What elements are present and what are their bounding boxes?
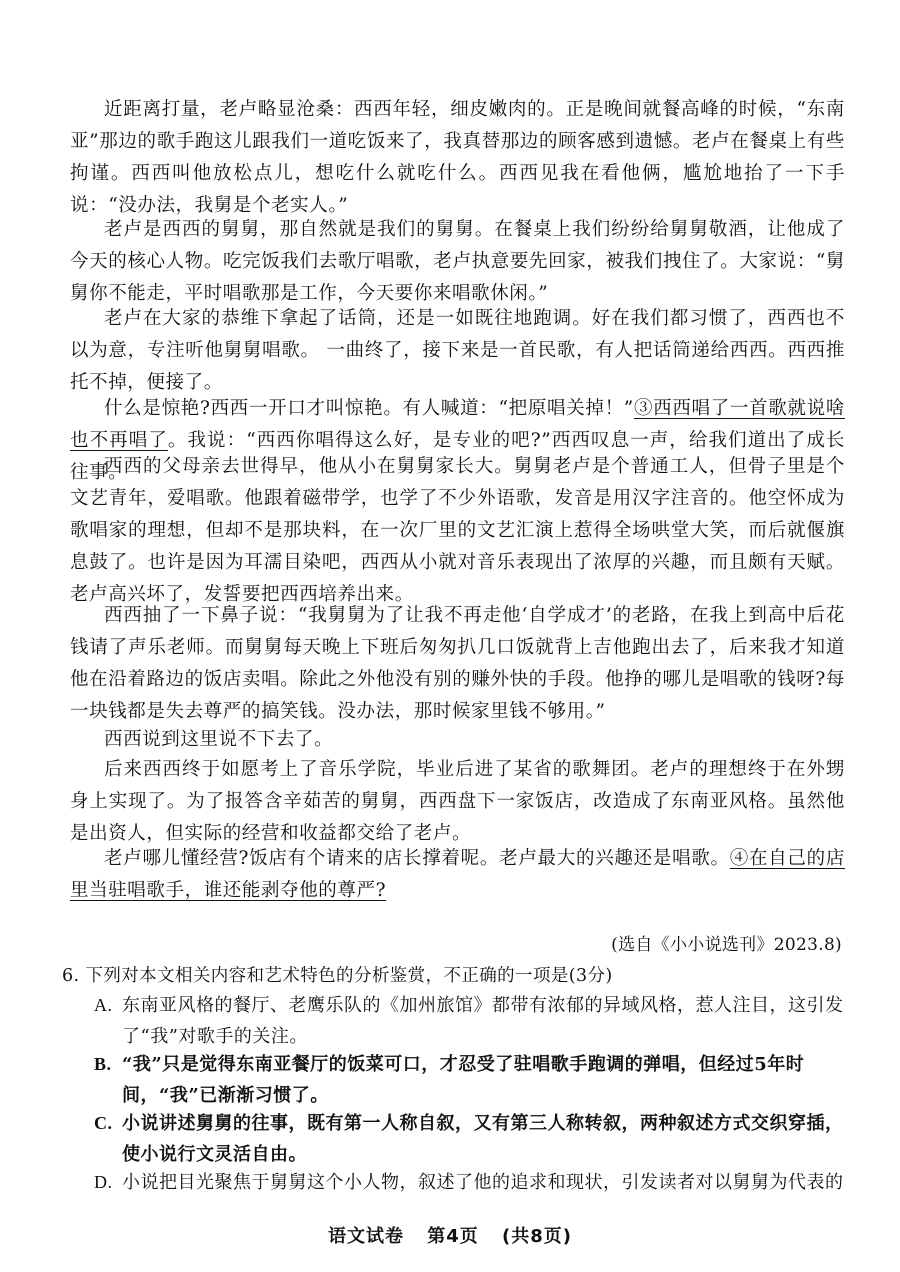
paragraph-9: 老卢哪儿懂经营?饭店有个请来的店长撑着呢。老卢最大的兴趣还是唱歌。④在自己的店里当驻唱歌手，谁还能剥夺他的尊严? <box>70 848 845 901</box>
paragraph-2: 老卢是西西的舅舅，那自然就是我们的舅舅。在餐桌上我们纷纷给舅舅敬酒，让他成了今天的核心人物。吃完饭我们去歌厅唱歌，老卢执意要先回家，被我们拽住了。大家说：“舅舅你不能走，平时唱歌那是工作，今天要你来唱歌休闲。” <box>70 219 845 304</box>
option-b <box>94 1049 844 1111</box>
option-a-letter: A. <box>94 995 113 1015</box>
footer-total-pages: (共8页) <box>502 1226 573 1247</box>
option-c-letter: C. <box>94 1113 113 1133</box>
paragraph-3: 老卢在大家的恭维下拿起了话筒，还是一如既往地跑调。好在我们都习惯了，西西也不以为意，专注听他舅舅唱歌。 一曲终了，接下来是一首民歌，有人把话筒递给西西。西西推托不掉，便接了。 <box>70 308 845 393</box>
footer-subject: 语文试卷 <box>327 1226 404 1247</box>
paragraph-7: 西西说到这里说不下去了。 <box>104 729 334 750</box>
option-d-text: 小说把目光聚焦于舅舅这个小人物，叙述了他的追求和现状，引发读者对以舅舅为代表的 <box>122 1172 844 1193</box>
option-d <box>94 1167 844 1198</box>
paragraph-5: 西西的父母亲去世得早，他从小在舅舅家长大。舅舅老卢是个普通工人，但骨子里是个文艺青年，爱唱歌。他跟着磁带学，也学了不少外语歌，发音是用汉字注音的。他空怀成为歌唱家的理想，但却不是那块料，在一次厂里的文艺汇演上惹得全场哄堂大笑，而后就偃旗息鼓了。也许是因为耳濡目染吧，西西从小就对音乐表现出了浓厚的兴趣，而且颇有天赋。老卢高兴坏了，发誓要把西西培养出来。 <box>70 456 845 605</box>
option-a-text: 东南亚风格的餐厅、老鹰乐队的《加州旅馆》都带有浓郁的异域风格，惹人注目，这引发了“我”对歌手的关注。 <box>122 995 844 1047</box>
underlined-sentence-4: ④在自己的店里当驻唱歌手，谁还能剥夺他的尊严? <box>70 848 845 901</box>
paragraph-1: 近距离打量，老卢略显沧桑：西西年轻，细皮嫩肉的。正是晚间就餐高峰的时候，“东南亚”那边的歌手跑这儿跟我们一道吃饭来了，我真替那边的顾客感到遗憾。老卢在餐桌上有些拘谨。西西叫他放松点儿，想吃什么就吃什么。西西见我在看他俩，尴尬地抬了一下手说：“没办法，我舅是个老实人。” <box>70 99 845 216</box>
page-footer <box>0 1222 900 1248</box>
option-c <box>94 1108 844 1170</box>
question-6-stem: 6. 下列对本文相关内容和艺术特色的分析鉴赏，不正确的一项是(3分) <box>62 966 613 986</box>
paragraph-6: 西西抽了一下鼻子说：“我舅舅为了让我不再走他‘自学成才’的老路，在我上到高中后花钱请了声乐老师。而舅舅每天晚上下班后匆匆扒几口饭就背上吉他跑出去了，后来我才知道他在沿着路边的饭店卖唱。除此之外他没有别的赚外快的手段。他挣的哪儿是唱歌的钱呀?每一块钱都是失去尊严的搞笑钱。没办法，那时候家里钱不够用。” <box>70 605 845 722</box>
footer-page-number: 第4页 <box>427 1226 479 1247</box>
source-citation: (选自《小小说选刊》2023.8) <box>611 935 842 955</box>
paragraph-4: 什么是惊艳?西西一开口才叫惊艳。有人喊道：“把原唱关掉！”③西西唱了一首歌就说啥也不再唱了。我说：“西西你唱得这么好，是专业的吧?”西西叹息一声，给我们道出了成长往事。 <box>70 398 845 483</box>
option-c-text: 小说讲述舅舅的往事，既有第一人称自叙，又有第三人称转叙，两种叙述方式交织穿插，使小说行文灵活自由。 <box>122 1113 844 1165</box>
option-d-letter: D. <box>94 1172 113 1192</box>
option-a <box>94 990 844 1052</box>
option-b-text: “我”只是觉得东南亚餐厅的饭菜可口，才忍受了驻唱歌手跑调的弹唱，但经过5年时间，“我”已渐渐习惯了。 <box>122 1054 805 1106</box>
paragraph-8: 后来西西终于如愿考上了音乐学院，毕业后进了某省的歌舞团。老卢的理想终于在外甥身上实现了。为了报答含辛茹苦的舅舅，西西盘下一家饭店，改造成了东南亚风格。虽然他是出资人，但实际的经营和收益都交给了老卢。 <box>70 759 845 844</box>
option-b-letter: B. <box>94 1054 112 1074</box>
underlined-sentence-3: ③西西唱了一首歌就说啥也不再唱了 <box>70 398 845 451</box>
